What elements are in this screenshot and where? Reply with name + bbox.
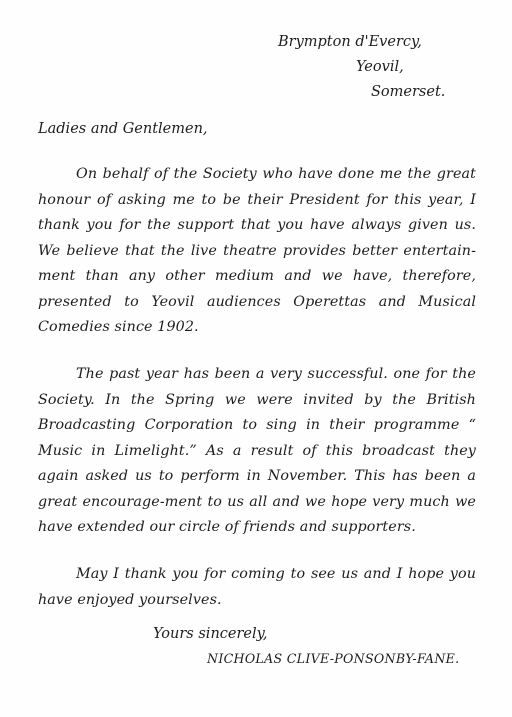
closing: Yours sincerely, xyxy=(153,626,268,642)
paragraph-1: On behalf of the Society who have done me the great honour of asking me to be their President for this year, I thank you for the support that you have always given us. We believe that the live theatre provides better entertain-ment than any other medium and we have, therefore, presented to Yeovil audiences Operettas and Musical Comedies since 1902. xyxy=(38,166,476,335)
paragraph-3: May I thank you for coming to see us and I hope you have enjoyed yourselves. xyxy=(38,566,476,608)
signature-name: NICHOLAS CLIVE-PONSONBY-FANE. xyxy=(207,651,460,666)
paragraph-2: The past year has been a very successful. one for the Society. In the Spring we were invited by the British Broadcasting Corporation to sing in their programme “ Music in Limelight.” As a result of this broadcast they again asked us to perform in November. This has been a great encourage-ment to us all and we hope very much we have extended our circle of friends and supporters. xyxy=(38,366,476,535)
salutation: Ladies and Gentlemen, xyxy=(38,121,208,137)
address-line-county: Somerset. xyxy=(371,84,446,100)
address-line-house: Brympton d'Evercy, xyxy=(278,34,422,50)
address-line-town: Yeovil, xyxy=(356,59,404,75)
